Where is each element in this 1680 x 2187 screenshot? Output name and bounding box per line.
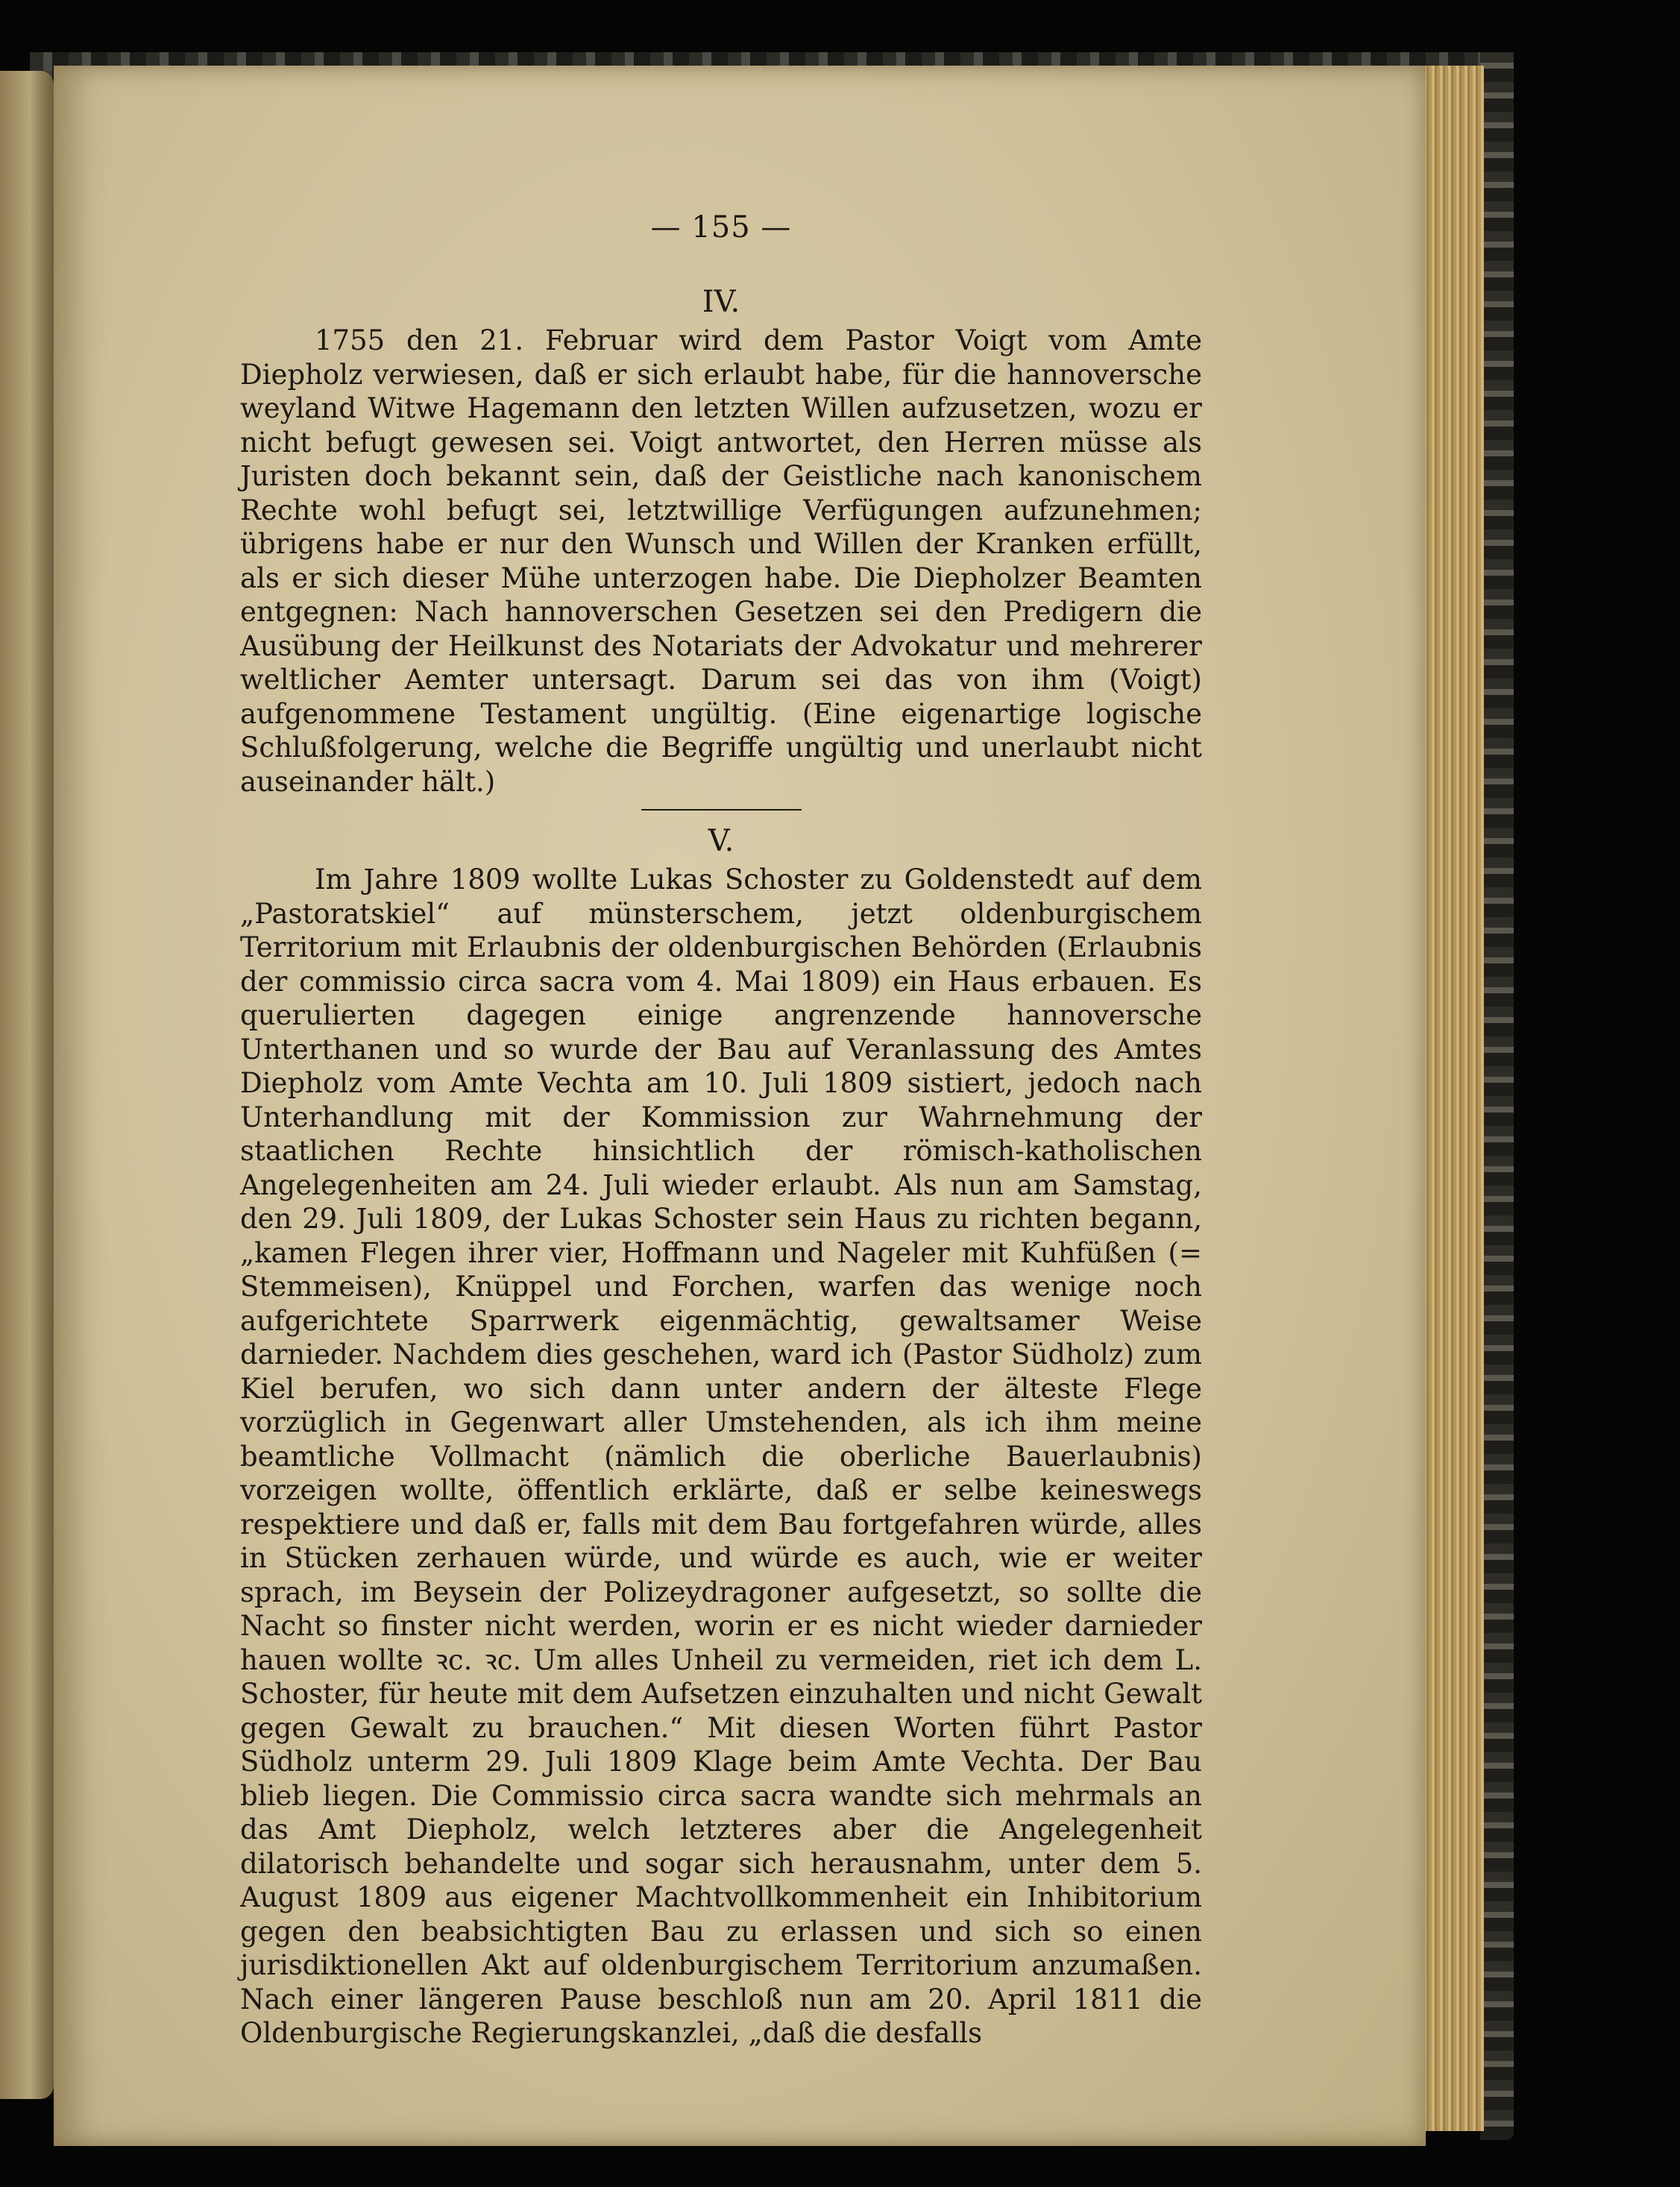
page-content [240, 209, 1202, 2051]
section-separator [641, 809, 802, 811]
section-v [240, 822, 1202, 2051]
section-heading: IV. [702, 285, 740, 319]
section-heading: V. [708, 824, 734, 858]
book-cover-right-edge [1480, 52, 1514, 2140]
section-paragraph: Im Jahre 1809 wollte Lukas Schoster zu Goldenstedt auf dem „Pastoratskiel“ auf münsterschem, jetzt oldenburgischem Territorium mit Erlaubnis der oldenburgischen Behörden (Erlaubnis der commissio circa sacra vom 4. Mai 1809) ein Haus erbauen. Es querulierten dagegen einige angrenzende hannoversche Unterthanen und so wurde der Bau auf Veranlassung des Amtes Diepholz vom Amte Vechta am 10. Juli 1809 sistiert, jedoch nach Unterhandlung mit der Kommission zur Wahrnehmung der staatlichen Rechte hinsichtlich der römisch-katholischen Angelegenheiten am 24. Juli wieder erlaubt. Als nun am Samstag, den 29. Juli 1809, der Lukas Schoster sein Haus zu richten begann, „kamen Flegen ihrer vier, Hoffmann und Nageler mit Kuhfüßen (= Stemmeisen), Knüppel und Forchen, warfen das wenige noch aufgerichtete Sparrwerk eigenmächtig, gewaltsamer Weise darnieder. Nachdem dies geschehen, ward ich (Pastor Südholz) zum Kiel berufen, wo sich dann unter andern der älteste Flege vorzüglich in Gegenwart aller Umstehenden, als ich ihm meine beamtliche Vollmacht (nämlich die oberliche Bauerlaubnis) vorzeigen wollte, öffentlich erklärte, daß er selbe keineswegs respektiere und daß er, falls mit dem Bau fortgefahren würde, alles in Stücken zerhauen würde, und würde es auch, wie er weiter sprach, im Beysein der Polizeydragoner aufgesetzt, so sollte die Nacht so finster nicht werden, worin er es nicht wieder darnieder hauen wollte ꝛc. ꝛc. Um alles Unheil zu vermeiden, riet ich dem L. Schoster, für heute mit dem Aufsetzen einzuhalten und nicht Gewalt gegen Gewalt zu brauchen.“ Mit diesen Worten führt Pastor Südholz unterm 29. Juli 1809 Klage beim Amte Vechta. Der Bau blieb liegen. Die Commissio circa sacra wandte sich mehrmals an das Amt Diepholz, welch letzteres aber die Angelegenheit dilatorisch behandelte und sogar sich herausnahm, unter dem 5. August 1809 aus eigener Machtvollkommenheit ein Inhibitorium gegen den beabsichtigten Bau zu erlassen und sich so einen jurisdiktionellen Akt auf oldenburgischem Territorium anzumaßen. Nach einer längeren Pause beschloß nun am 20. April 1811 die Oldenburgische Regierungskanzlei, „daß die desfalls [240, 863, 1202, 2049]
page-number: — 155 — [650, 210, 792, 245]
section-paragraph: 1755 den 21. Februar wird dem Pastor Voigt vom Amte Diepholz verwiesen, daß er sich erlaubt habe, für die hannoversche weyland Witwe Hagemann den letzten Willen aufzusetzen, wozu er nicht befugt gewesen sei. Voigt antwortet, den Herren müsse als Juristen doch bekannt sein, daß der Geistliche nach kanonischem Rechte wohl befugt sei, letztwillige Verfügungen aufzunehmen; übrigens habe er nur den Wunsch und Willen der Kranken erfüllt, als er sich dieser Mühe unterzogen habe. Die Diepholzer Beamten entgegnen: Nach hannoverschen Gesetzen sei den Predigern die Ausübung der Heilkunst des Notariats der Advokatur und mehrerer weltlicher Aemter untersagt. Darum sei das von ihm (Voigt) aufgenommene Testament ungültig. (Eine eigenartige logische Schlußfolgerung, welche die Begriffe ungültig und unerlaubt nicht auseinander hält.) [240, 324, 1202, 798]
section-iv [240, 283, 1202, 799]
page-block-edges [1421, 66, 1484, 2131]
